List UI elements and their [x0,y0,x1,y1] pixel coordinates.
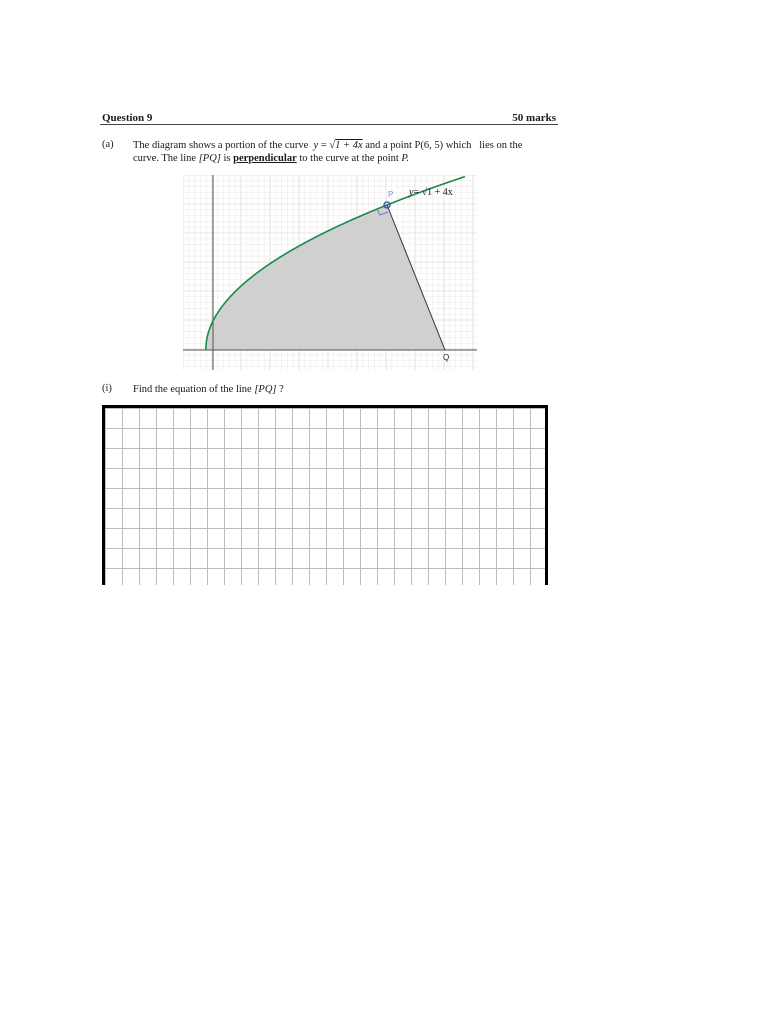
question-title: Question 9 [102,112,153,124]
part-i-label: (i) [102,383,112,394]
segment-pq-ref: [PQ] [254,384,277,395]
part-a-line1-prefix: The diagram shows a portion of the curve [133,140,309,151]
answer-grid-box[interactable] [102,405,548,585]
perpendicular-emphasis: perpendicular [233,153,297,164]
segment-pq: [PQ] [198,153,221,164]
part-a-label: (a) [102,139,114,150]
question-marks: 50 marks [512,112,556,124]
label-p: P [388,190,394,199]
part-a-text: The diagram shows a portion of the curve y = √1 + 4x and a point P(6, 5) which lies on the curve. The line [PQ] is perpendicular to the curve at the point P. [133,140,523,164]
curve-label: y= √1 + 4x [409,187,453,198]
part-a-line1-suffix: lies on the [479,140,523,151]
curve-figure [183,175,477,370]
part-i-text: Find the equation of the line [PQ] ? [133,384,284,395]
label-q: Q [443,353,450,362]
part-a-line1-mid: and a point P(6, 5) which [365,140,472,151]
part-a-line2-prefix: curve. The line [133,153,197,164]
question-header [100,112,558,125]
curve-equation: y = √1 + 4x [313,140,363,151]
